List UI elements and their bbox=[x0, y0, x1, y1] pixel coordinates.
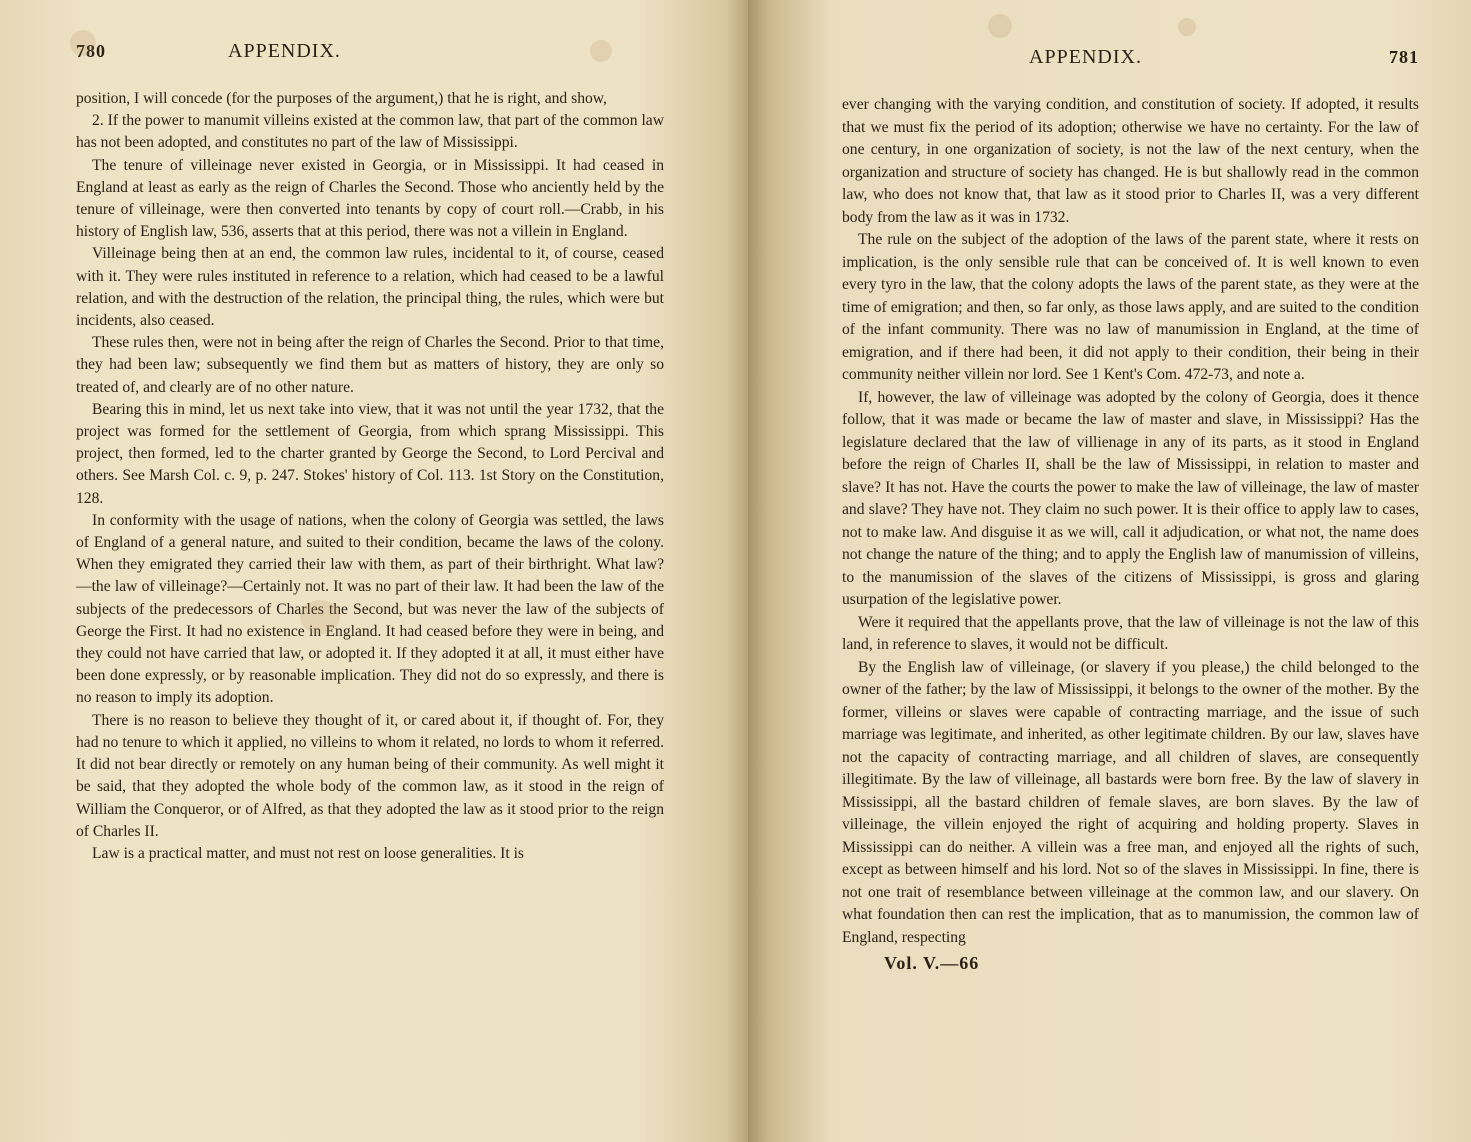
paragraph: Villeinage being then at an end, the common law rules, incidental to it, of course, ceased with it. They were rules instituted in reference to a relation, which had ceased to be a lawful relation, and with the destruction of the relation, the principal thing, the rules, which were but incidents, also ceased. bbox=[76, 245, 664, 330]
paragraph: The tenure of villeinage never existed in Georgia, or in Mississippi. It had ceased in England at least as early as the reign of Charles the Second. Those who anciently held by the tenure of villeinage, were then converted into tenants by copy of court roll.—Crabb, in his history of English law, 536, asserts that at this period, there was not a villein in England. bbox=[76, 156, 664, 241]
foxing-spot bbox=[70, 30, 96, 56]
paragraph: ever changing with the varying condition, and constitution of society. If adopted, it results that we must fix the period of its adoption; otherwise we have no certainty. For the law of one century, in one organization of society, is not the law of the next century, when the organization and structure of society has changed. He is but shallowly read in the common law, who does not know that, that law as it stood prior to Charles II, was a very different body from the law as it was in 1732. bbox=[842, 96, 1419, 226]
paragraph: Law is a practical matter, and must not rest on loose generalities. It is bbox=[92, 844, 524, 862]
volume-signature: Vol. V.—66 bbox=[884, 953, 980, 973]
paragraph: By the English law of villeinage, (or slavery if you please,) the child belonged to the owner of the father; by the law of Mississippi, it belongs to the owner of the mother. By the former, villeins or slaves were capable of contracting marriage, and the issue of such marriage was legitimate, and inherited, as other legitimate children. By our law, slaves have not the capacity of contracting marriage, and all children of slaves, are consequently illegitimate. By the law of villeinage, all bastards were born free. By the law of slavery in Mississippi, all the bastard children of female slaves, are born slaves. By the law of villeinage, the villein enjoyed the right of acquiring and holding property. Slaves in Mississippi can do neither. A villein was a free man, and enjoyed all the rights of such, except as between himself and his lord. Not so of the slaves in Mississippi. In fine, there is not one trait of resemblance between villeinage at the common law, and our slavery. On what foundation then can rest the implication, that as to manumission, the common law of England, respecting bbox=[842, 658, 1419, 946]
paragraph: 2. If the power to manumit villeins existed at the common law, that part of the common law has not been adopted, and constitutes no part of the law of Mississippi. bbox=[76, 112, 664, 152]
foxing-spot bbox=[590, 40, 612, 62]
left-running-head bbox=[76, 40, 664, 70]
running-title: APPENDIX. bbox=[1029, 46, 1142, 68]
paragraph: position, I will concede (for the purposes of the argument,) that he is right, and show, bbox=[76, 90, 607, 107]
page-number: 780 bbox=[76, 41, 106, 61]
right-page bbox=[748, 0, 1471, 1142]
paragraph: Bearing this in mind, let us next take into view, that it was not until the year 1732, that the project was formed for the settlement of Georgia, from which sprang Mississippi. This project, then formed, led to the charter granted by George the Second, to Lord Percival and others. See Marsh Col. c. 9, p. 247. Stokes' history of Col. 113. 1st Story on the Constitution, 128. bbox=[76, 400, 664, 507]
paragraph: Were it required that the appellants prove, that the law of villeinage is not the law of this land, in reference to slaves, it would not be difficult. bbox=[842, 613, 1419, 653]
paragraph: There is no reason to believe they thought of it, or cared about it, if thought of. For, they had no tenure to which it applied, no villeins to whom it related, no lords to whom it referred. It did not bear directly or remotely on any human being of their community. As well might it be said, that they adopted the whole body of the common law, as it stood in the reign of William the Conqueror, or of Alfred, as that they adopted the law as it stood prior to the reign of Charles II. bbox=[76, 711, 664, 840]
foxing-spot bbox=[300, 600, 340, 634]
page-number: 781 bbox=[1389, 47, 1419, 67]
paragraph: The rule on the subject of the adoption of the laws of the parent state, where it rests on implication, is the only sensible rule that can be conceived of. It is well known to even every tyro in the law, that the colony adopts the laws of the parent state, as they were at the time of emigration; and then, so far only, as those laws apply, and are suited to the condition of the infant community. There was no law of manumission in England, at the time of emigration, and if there had been, it did not apply to their condition, their being in their community neither villein nor lord. See 1 Kent's Com. 472-73, and note a. bbox=[842, 231, 1419, 383]
running-title: APPENDIX. bbox=[228, 40, 341, 62]
foxing-spot bbox=[1178, 18, 1196, 36]
paragraph: These rules then, were not in being after the reign of Charles the Second. Prior to that time, they had been law; subsequently we find them but as matters of history, they are only so treated of, and clearly are of no other nature. bbox=[76, 334, 664, 396]
paragraph: In conformity with the usage of nations, when the colony of Georgia was settled, the laws of England of a general nature, and suited to their condition, became the laws of the colony. When they emigrated they carried their law with them, as part of their birthright. What law?—the law of villeinage?—Certainly not. It was no part of their law. It had been the law of the subjects of the predecessors of Charles the Second, but was never the law of the subjects of George the First. It had no existence in England. It had ceased before they were in being, and they could not have carried that law, or adopted it. If they adopted it at all, it must either have been done expressly, or by reasonable implication. They did not do so expressly, and there is no reason to imply its adoption. bbox=[76, 511, 664, 707]
left-page-text bbox=[76, 88, 664, 865]
paragraph: If, however, the law of villeinage was adopted by the colony of Georgia, does it thence follow, that it was made or became the law of master and slave, in Mississippi? Has the legislature declared that the law of villienage in any of its parts, as it stood in England before the reign of Charles II, shall be the law of Mississippi, in relation to master and slave? It has not. Have the courts the power to make the law of villeinage, the law of master and slave? They have not. They claim no such power. It is their office to apply law to cases, not to make law. And disguise it as we will, call it adjudication, or what not, the name does not change the nature of the thing; and to apply the English law of manumission of villeins, to the manumission of the slaves of the citizens of Mississippi, is gross and glaring usurpation of the legislative power. bbox=[842, 388, 1419, 608]
right-page-text bbox=[842, 94, 1419, 949]
foxing-spot bbox=[988, 14, 1012, 38]
right-running-head bbox=[842, 46, 1419, 76]
